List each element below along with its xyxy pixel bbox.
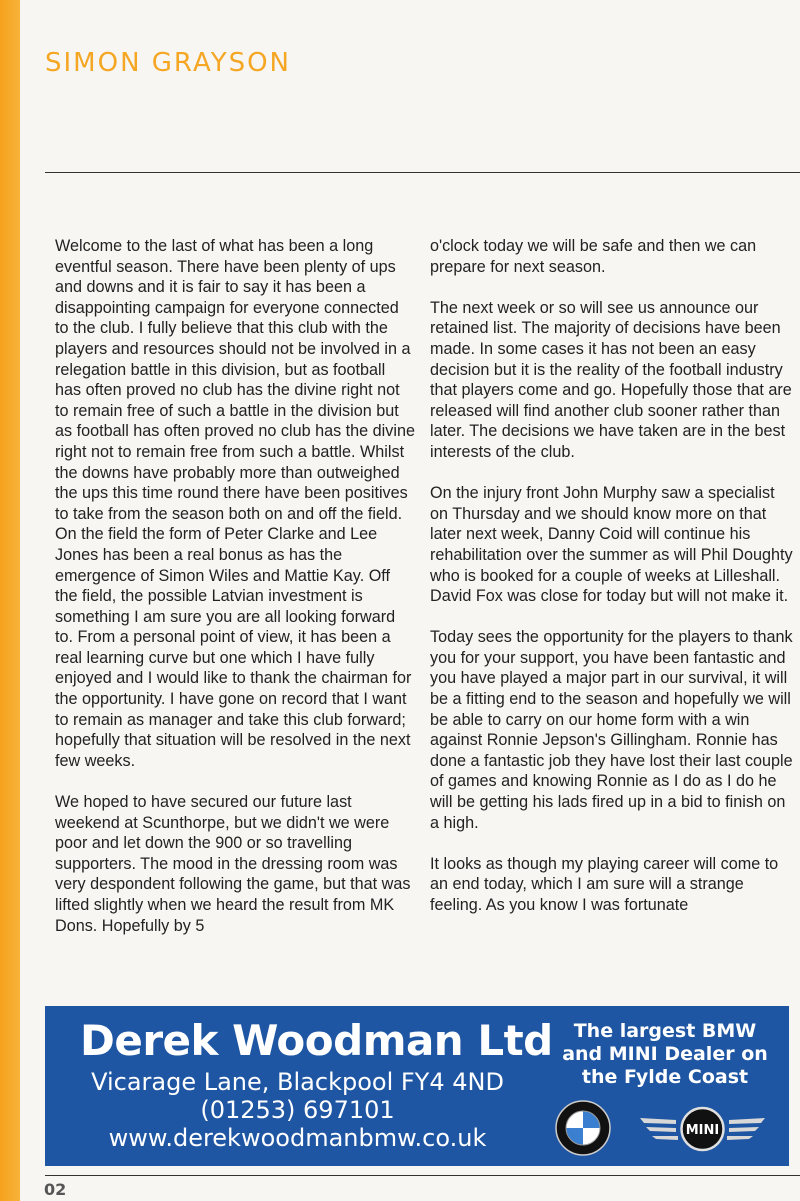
footer-divider bbox=[45, 1175, 800, 1176]
orange-side-bar bbox=[0, 0, 20, 1201]
paragraph: Today sees the opportunity for the players to thank you for your support, you have been fantastic and you have played a major part in our survival, it will be a fitting end to the season and hopefully we will be able to carry on our home form with a win against Ronnie Jepson's Gillingham. Ronnie has done a fantastic job they have lost their last couple of games and knowing Ronnie as I do as I do he will be getting his lads fired up in a bid to finish on a high. bbox=[430, 628, 793, 832]
paragraph: o'clock today we will be safe and then we can prepare for next season. bbox=[430, 237, 757, 276]
advert-tagline: The largest BMW and MINI Dealer on the Fylde Coast bbox=[562, 1020, 768, 1088]
paragraph: Welcome to the last of what has been a long eventful season. There have been plenty of ups and downs and it is fair to say it has been a disappointing campaign for everyone connected to the club. I fully believe that this club with the players and resources should not be involved in a relegation battle in this division, but as football has often proved no club has the divine right not to remain free of such a battle in the division but as football has often proved no club has the divine right not to remain free from such a battle. Whilst the downs have probably more than outweighed the ups this time round there have been positives to take from the season both on and off the field. On the field the form of Peter Clarke and Lee Jones has been a real bonus as has the emergence of Simon Wiles and Mattie Kay. Off the field, the possible Latvian investment is something I am sure you are all looking forward to. From a personal point of view, it has been a real learning curve but one which I have fully enjoyed and I would like to thank the chairman for the opportunity. I have gone on record that I want to remain as manager and take this club forward; hopefully that situation will be resolved in the next few weeks. bbox=[55, 237, 415, 770]
article-column-left bbox=[55, 236, 415, 957]
article-column-right bbox=[430, 236, 795, 936]
page-number: 02 bbox=[44, 1180, 67, 1199]
page-title: SIMON GRAYSON bbox=[45, 48, 292, 78]
header-divider bbox=[45, 172, 800, 173]
advert-website: www.derekwoodmanbmw.co.uk bbox=[108, 1124, 487, 1152]
dealer-advert bbox=[45, 1006, 789, 1166]
bmw-logo-icon bbox=[555, 1100, 611, 1156]
paragraph: We hoped to have secured our future last weekend at Scunthorpe, but we didn't we were poor and let down the 900 or so travelling supporters. The mood in the dressing room was very despondent following the game, but that was lifted slightly when we heard the result from MK Dons. Hopefully by 5 bbox=[55, 793, 411, 935]
advert-company-name: Derek Woodman Ltd bbox=[80, 1016, 553, 1065]
advert-phone: (01253) 697101 bbox=[200, 1096, 395, 1124]
mini-logo-icon bbox=[640, 1106, 765, 1152]
mini-logo-text: MINI bbox=[685, 1123, 720, 1138]
paragraph: On the injury front John Murphy saw a specialist on Thursday and we should know more on that later next week, Danny Coid will continue his rehabilitation over the summer as will Phil Doughty who is booked for a couple of weeks at Lilleshall. David Fox was close for today but will not make it. bbox=[430, 484, 793, 606]
paragraph: The next week or so will see us announce our retained list. The majority of decisions have been made. In some cases it has not been an easy decision but it is the reality of the football industry that players come and go. Hopefully those that are released will find another club sooner rather than later. The decisions we have taken are in the best interests of the club. bbox=[430, 298, 792, 461]
advert-address: Vicarage Lane, Blackpool FY4 4ND bbox=[91, 1068, 504, 1096]
paragraph: It looks as though my playing career will come to an end today, which I am sure will a strange feeling. As you know I was fortunate bbox=[430, 854, 779, 914]
